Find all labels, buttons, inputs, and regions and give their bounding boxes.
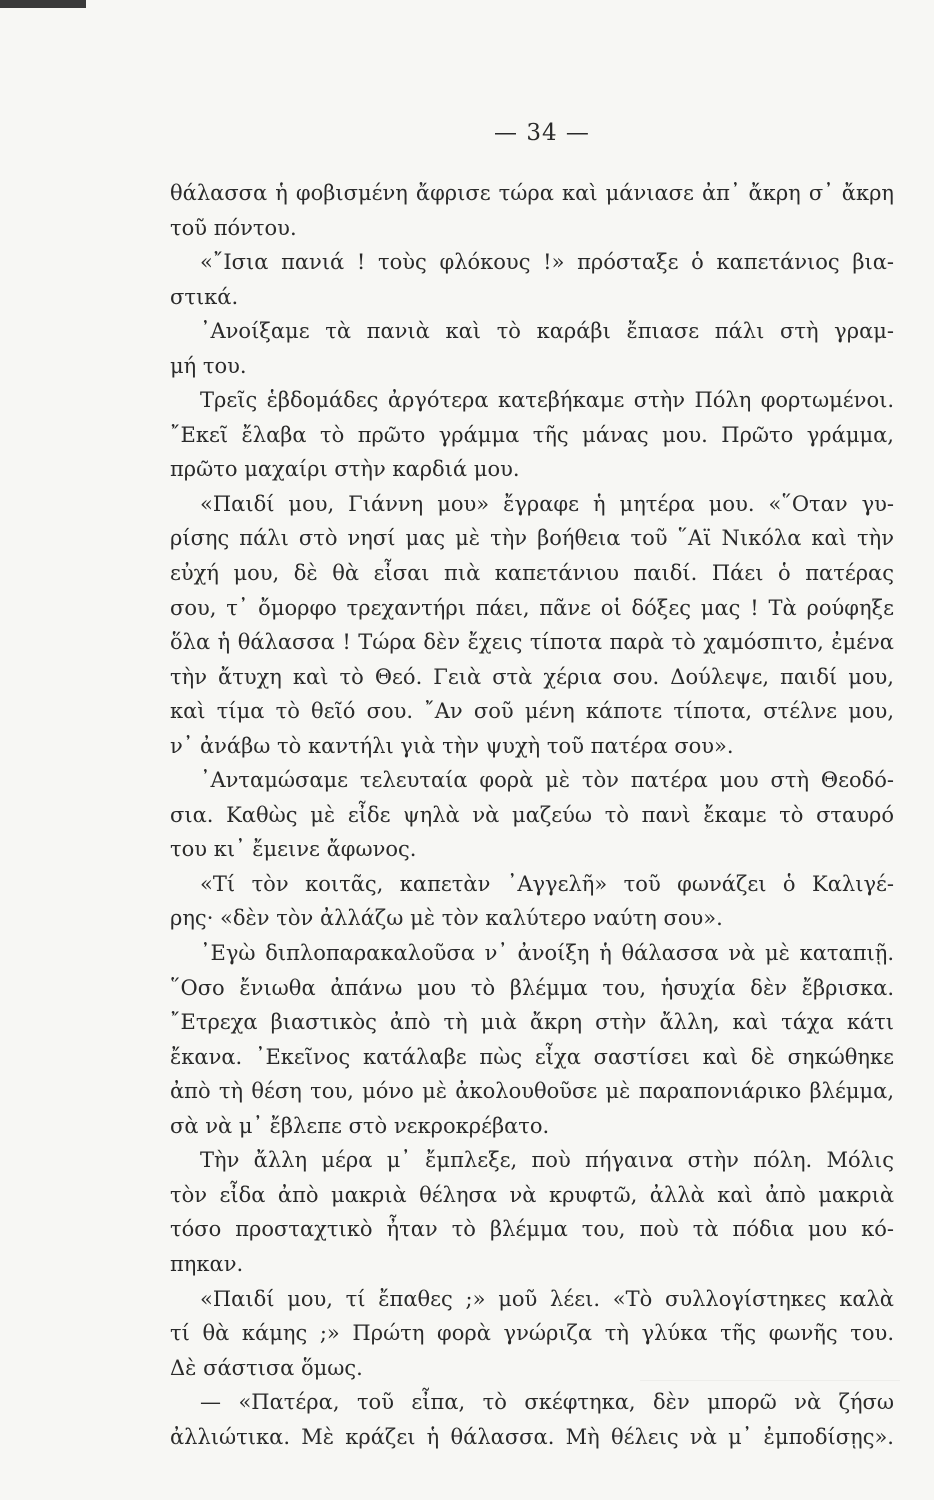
text-line: Δὲ σάστισα ὅμως.: [170, 1355, 363, 1380]
text-line: Τὴν ἄλλη μέρα μ᾽ ἔμπλεξε, ποὺ πήγαινα στὴν πόλη. Μόλις: [200, 1148, 894, 1173]
text-line: ἀπὸ τὴ θέση του, μόνο μὲ ἀκολουθοῦσε μὲ παραπονιάρικο βλέμμα,: [170, 1079, 894, 1104]
text-line: ᾽Ανταμώσαμε τελευταία φορὰ μὲ τὸν πατέρα μου στὴ Θεοδό-: [200, 768, 894, 793]
text-line: σια. Καθὼς μὲ εἶδε ψηλὰ νὰ μαζεύω τὸ πανὶ ἔκαμε τὸ σταυρό: [170, 802, 894, 827]
text-line: ρης· «δὲν τὸν ἀλλάζω μὲ τὸν καλύτερο ναύτη σου».: [170, 906, 723, 931]
paper-blemish: [640, 1380, 900, 1381]
text-line: ὅλα ἡ θάλασσα ! Τώρα δὲν ἔχεις τίποτα παρὰ τὸ χαμόσπιτο, ἐμένα: [170, 630, 894, 655]
text-line: ἔκανα. ᾽Εκεῖνος κατάλαβε πὼς εἶχα σαστίσει καὶ δὲ σηκώθηκε: [170, 1044, 894, 1069]
text-line: μή του.: [170, 353, 247, 378]
text-line: ἀλλιώτικα. Μὲ κράζει ἡ θάλασσα. Μὴ θέλεις νὰ μ᾽ ἐμποδίσῃς».: [170, 1424, 894, 1449]
text-line: ρίσης πάλι στὸ νησί μας μὲ τὴν βοήθεια τοῦ ῞Αϊ Νικόλα καὶ τὴν: [170, 526, 894, 551]
page-number: — 34 —: [494, 120, 590, 146]
text-line: τὸν εἶδα ἀπὸ μακριὰ θέλησα νὰ κρυφτῶ, ἀλλὰ καὶ ἀπὸ μακριὰ: [170, 1182, 894, 1207]
text-line: σὰ νὰ μ᾽ ἔβλεπε στὸ νεκροκρέβατο.: [170, 1113, 550, 1138]
text-line: πρῶτο μαχαίρι στὴν καρδιά μου.: [170, 457, 520, 482]
text-line: του κι᾽ ἔμεινε ἄφωνος.: [170, 837, 417, 862]
text-line: «Παιδί μου, Γιάννη μου» ἔγραφε ἡ μητέρα μου. «῞Οταν γυ-: [200, 491, 894, 516]
body-text: [170, 176, 894, 1454]
text-line: ῞Οσο ἔνιωθα ἀπάνω μου τὸ βλέμμα του, ἡσυχία δὲν ἔβρισκα.: [170, 975, 894, 1000]
text-line: ᾽Εγὼ διπλοπαρακαλοῦσα ν᾽ ἀνοίξη ἡ θάλασσα νὰ μὲ καταπιῇ.: [200, 941, 894, 966]
text-line: «῎Ισια πανιά ! τοὺς φλόκους !» πρόσταξε ὁ καπετάνιος βια-: [200, 250, 894, 275]
text-line: καὶ τίμα τὸ θεῖό σου. ῎Αν σοῦ μένη κάποτε τίποτα, στέλνε μου,: [170, 699, 894, 724]
text-line: ᾽Ανοίξαμε τὰ πανιὰ καὶ τὸ καράβι ἔπιασε πάλι στὴ γραμ-: [200, 319, 894, 344]
text-line: εὐχή μου, δὲ θὰ εἶσαι πιὰ καπετάνιου παιδί. Πάει ὁ πατέρας: [170, 561, 894, 586]
text-line: σου, τ᾽ ὄμορφο τρεχαντήρι πάει, πᾶνε οἱ δόξες μας ! Τὰ ρούφηξε: [170, 595, 894, 620]
text-line: τὴν ἄτυχη καὶ τὸ Θεό. Γειὰ στὰ χέρια σου. Δούλεψε, παιδί μου,: [170, 664, 894, 689]
text-line: «Παιδί μου, τί ἔπαθες ;» μοῦ λέει. «Τὸ συλλογίστηκες καλὰ: [200, 1286, 894, 1311]
text-line: — «Πατέρα, τοῦ εἶπα, τὸ σκέφτηκα, δὲν μπορῶ νὰ ζήσω: [200, 1390, 894, 1415]
text-line: ῎Ετρεχα βιαστικὸς ἀπὸ τὴ μιὰ ἄκρη στὴν ἄλλη, καὶ τάχα κάτι: [170, 1010, 894, 1035]
text-line: Τρεῖς ἑβδομάδες ἀργότερα κατεβήκαμε στὴν Πόλη φορτωμένοι.: [200, 388, 894, 413]
text-line: θάλασσα ἡ φοβισμένη ἄφρισε τώρα καὶ μάνιασε ἀπ᾽ ἄκρη σ᾽ ἄκρη: [170, 181, 894, 205]
text-line: τόσο προσταχτικὸ ἦταν τὸ βλέμμα του, ποὺ τὰ πόδια μου κό-: [170, 1217, 894, 1242]
text-line: στικά.: [170, 284, 239, 309]
text-line: τοῦ πόντου.: [170, 215, 297, 240]
text-line: ῎Εκεῖ ἔλαβα τὸ πρῶτο γράμμα τῆς μάνας μου. Πρῶτο γράμμα,: [170, 422, 894, 447]
text-line: ν᾽ ἀνάβω τὸ καντήλι γιὰ τὴν ψυχὴ τοῦ πατέρα σου».: [170, 733, 734, 758]
text-line: «Τί τὸν κοιτᾶς, καπετὰν ᾽Αγγελῆ» τοῦ φωνάζει ὁ Καλιγέ-: [200, 871, 894, 896]
text-line: τί θὰ κάμης ;» Πρώτη φορὰ γνώριζα τὴ γλύκα τῆς φωνῆς του.: [170, 1321, 894, 1346]
text-line: πηκαν.: [170, 1251, 244, 1276]
scan-corner-mark: [0, 0, 86, 8]
